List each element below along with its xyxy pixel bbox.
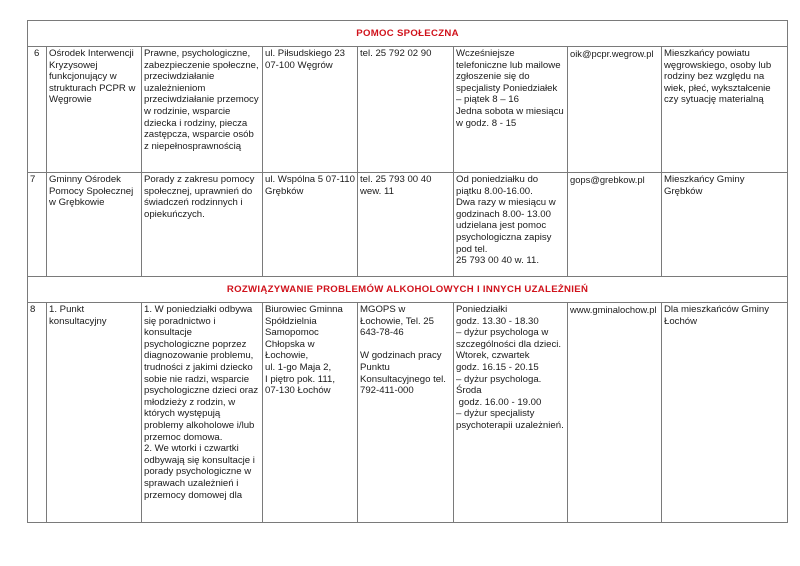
recipients: Dla mieszkańców Gminy Łochów bbox=[662, 303, 788, 523]
row-number: 8 bbox=[28, 303, 47, 523]
website-link[interactable]: www.gminalochow.pl bbox=[568, 303, 662, 523]
address: Biurowiec Gminna Spółdzielnia Samopomoc Chłopska w Łochowie, ul. 1-go Maja 2, I piętro pok. 111, 07-130 Łochów bbox=[263, 303, 358, 523]
phone: tel. 25 793 00 40 wew. 11 bbox=[358, 173, 454, 277]
address: ul. Piłsudskiego 23 07-100 Węgrów bbox=[263, 47, 358, 173]
help-scope: Porady z zakresu pomocy społecznej, uprawnień do świadczeń rodzinnych i opiekuńczych. bbox=[142, 173, 263, 277]
table-row bbox=[28, 173, 788, 277]
section-title-social-assistance: POMOC SPOŁECZNA bbox=[28, 21, 788, 47]
opening-hours: Od poniedziałku do piątku 8.00-16.00. Dwa razy w miesiącu w godzinach 8.00- 13.00 udzielana jest pomoc psychologiczna zapisy pod tel. 25 793 00 40 w. 11. bbox=[454, 173, 568, 277]
help-scope: Prawne, psychologiczne, zabezpieczenie społeczne, przeciwdziałanie uzależnieniom przeciwdziałanie przemocy w rodzinie, wsparcie dziecka i rodziny, piecza zastępcza, wsparcie osób z niepełnosprawnością bbox=[142, 47, 263, 173]
institution-name: Ośrodek Interwencji Kryzysowej funkcjonujący w strukturach PCPR w Węgrowie bbox=[47, 47, 142, 173]
institution-name: Gminny Ośrodek Pomocy Społecznej w Grębkowie bbox=[47, 173, 142, 277]
row-number: 6 bbox=[28, 47, 47, 173]
email-link[interactable]: gops@grebkow.pl bbox=[568, 173, 662, 277]
table-row bbox=[28, 47, 788, 173]
row-number: 7 bbox=[28, 173, 47, 277]
support-directory-table bbox=[27, 20, 788, 523]
opening-hours: Wcześniejsze telefoniczne lub mailowe zgłoszenie się do specjalisty Poniedziałek – piątek 8 – 16 Jedna sobota w miesiącu w godz. 8 - 15 bbox=[454, 47, 568, 173]
section-header-row bbox=[28, 21, 788, 47]
help-scope: 1. W poniedziałki odbywa się poradnictwo i konsultacje psychologiczne poprzez diagnozowanie problemu, trudności z jakimi dziecko sobie nie radzi, wsparcie psychologiczne dzieci oraz młodzieży z rodzin, w których występują problemy alkoholowe i/lub przemoc domowa. 2. We wtorki i czwartki odbywają się konsultacje i porady psychologiczne w sprawach uzależnień i przemocy domowej dla bbox=[142, 303, 263, 523]
phone: tel. 25 792 02 90 bbox=[358, 47, 454, 173]
table-row bbox=[28, 303, 788, 523]
phone: MGOPS w Łochowie, Tel. 25 643-78-46 W godzinach pracy Punktu Konsultacyjnego tel. 792-411-000 bbox=[358, 303, 454, 523]
address: ul. Wspólna 5 07-110 Grębków bbox=[263, 173, 358, 277]
recipients: Mieszkańcy powiatu węgrowskiego, osoby lub rodziny bez względu na wiek, płeć, wykształcenie czy sytuację materialną bbox=[662, 47, 788, 173]
recipients: Mieszkańcy Gminy Grębków bbox=[662, 173, 788, 277]
opening-hours: Poniedziałki godz. 13.30 - 18.30 – dyżur psychologa w szczególności dla dzieci. Wtorek, czwartek godz. 16.15 - 20.15 – dyżur psychologa. Środa godz. 16.00 - 19.00 – dyżur specjalisty psychoterapii uzależnień. bbox=[454, 303, 568, 523]
section-title-addiction-problems: ROZWIĄZYWANIE PROBLEMÓW ALKOHOLOWYCH I INNYCH UZALEŻNIEŃ bbox=[28, 277, 788, 303]
email-link[interactable]: oik@pcpr.wegrow.pl bbox=[568, 47, 662, 173]
institution-name: 1. Punkt konsultacyjny bbox=[47, 303, 142, 523]
section-header-row bbox=[28, 277, 788, 303]
